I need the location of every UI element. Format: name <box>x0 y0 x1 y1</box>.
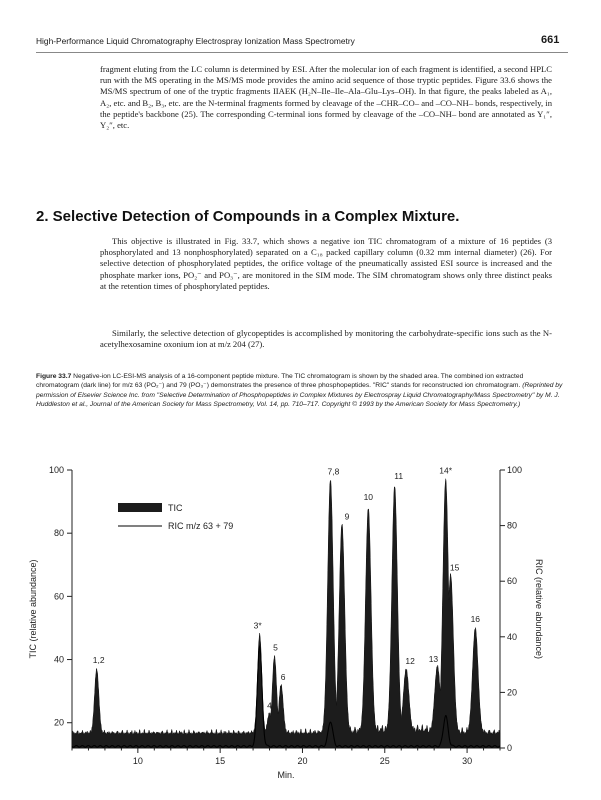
y-right-tick-label: 80 <box>507 520 518 531</box>
figure-caption <box>36 372 566 410</box>
page-number: 661 <box>541 34 560 46</box>
y-left-tick-label: 100 <box>48 465 64 475</box>
y-right-axis-title: RIC (relative abundance) <box>534 558 544 660</box>
x-tick-label: 15 <box>215 756 226 766</box>
body-paragraph-3: Similarly, the selective detection of glycopeptides is accomplished by monitoring the carbohydrate-specific ions such as the N-acetylhexosamine oxonium ion at m/z 204 (27). <box>100 328 552 350</box>
peak-label: 3* <box>253 620 262 631</box>
y-left-axis-title: TIC (relative abundance) <box>28 559 38 659</box>
y-right-tick-label: 60 <box>507 576 518 587</box>
y-right-tick-label: 0 <box>507 743 513 753</box>
y-left-tick-label: 20 <box>53 717 64 728</box>
body-paragraph-2: This objective is illustrated in Fig. 33.7, which shows a negative ion TIC chromatogram of a mixture of 16 peptides (3 phosphorylated and 13 nonphosphorylated) separated on a C₁₈ packed capillary column (0.32 mm internal diameter) (26). For selective detection of phosphorylated peptides, the orifice voltage of the pneumatically assisted ESI source is increased and the phosphate marker ions, PO₂⁻ and PO₃⁻, are monitored in the SIM mode. The SIM chromatogram shows only three distinct peaks at the retention times of phosphorylated peptides. <box>100 236 552 291</box>
x-tick-label: 20 <box>297 756 308 766</box>
running-title: High-Performance Liquid Chromatography Electrospray Ionization Mass Spectrometry <box>36 36 355 46</box>
x-axis-title: Min. <box>277 770 295 780</box>
peak-label: 7,8 <box>327 466 340 477</box>
y-left-tick-label: 40 <box>53 654 64 665</box>
peak-label: 16 <box>470 613 481 624</box>
section-heading: 2. Selective Detection of Compounds in a Complex Mixture. <box>36 208 460 225</box>
peak-label: 15 <box>449 562 460 573</box>
peak-label: 13 <box>428 653 439 664</box>
y-left-tick-label: 80 <box>53 528 64 539</box>
peak-label: 6 <box>280 671 286 682</box>
peak-label: 10 <box>363 491 374 502</box>
y-right-tick-label: 40 <box>507 631 518 642</box>
legend-ric-label: RIC m/z 63 + 79 <box>168 521 234 531</box>
y-right-tick-label: 20 <box>507 687 518 698</box>
x-tick-label: 10 <box>132 756 143 766</box>
x-tick-label: 30 <box>462 756 473 766</box>
peak-label: 9 <box>344 511 350 522</box>
x-tick-label: 25 <box>379 756 390 766</box>
header-rule <box>36 52 568 53</box>
legend-tic-label: TIC <box>168 503 183 513</box>
peak-label: 4 <box>267 700 272 711</box>
legend-tic-swatch <box>118 503 162 512</box>
body-paragraph-1: fragment eluting from the LC column is determined by ESI. After the molecular ion of each fragment is identified, a second HPLC run with the MS operating in the MS/MS mode provides the amino acid sequence of those tryptic peptides. Figure 33.6 shows the MS/MS spectrum of one of the tryptic fragments IIAEK (H₂N–Ile–Ile–Ala–Glu–Lys–OH). In that figure, the peaks labeled as A₁, A₂, etc. and B₂, B₃, etc. are the N-terminal fragments formed by cleavage of the –CHR–CO– and –CO–NH– bonds, respectively, in the peptide's backbone (25). The corresponding C-terminal ions formed by cleavage of the –CO–NH– bond are annotated as Y₁″, Y₂″, etc. <box>100 64 552 131</box>
peak-label: 1,2 <box>92 655 105 666</box>
peak-label: 11 <box>394 470 404 481</box>
chromatogram-chart <box>0 450 601 790</box>
y-left-tick-label: 60 <box>53 591 64 602</box>
caption-credit: (Reprinted by permission of Elsevier Science Inc. from "Selective Determination of Phosphopeptides in Complex Mixtures by Electrospray Liquid Chromatography/Mass Spectrometry" by M. J. Huddleston et al., Journal of the American Society for Mass Spectrometry, Vol. 14, pp. 710–717. Copyright © 1993 by the American Society for Mass Spectrometry.) <box>36 382 563 409</box>
y-right-tick-label: 100 <box>507 465 523 475</box>
peak-label: 5 <box>273 642 278 653</box>
peak-label: 14* <box>439 465 453 476</box>
peak-labels <box>93 465 481 710</box>
caption-text: Negative-ion LC-ESI-MS analysis of a 16-component peptide mixture. The TIC chromatogram is shown by the shaded area. The combined ion extracted chromatogram (dark line) for m/z 63 (PO₂⁻) and 79 (PO₃⁻) demonstrates the presence of three phosphopeptides. "RIC" stands for reconstructed ion chromatogram. <box>36 373 524 390</box>
peak-label: 12 <box>405 656 415 667</box>
tic-area <box>72 479 500 748</box>
figure-label: Figure 33.7 <box>36 373 72 380</box>
chart-legend <box>118 503 233 531</box>
